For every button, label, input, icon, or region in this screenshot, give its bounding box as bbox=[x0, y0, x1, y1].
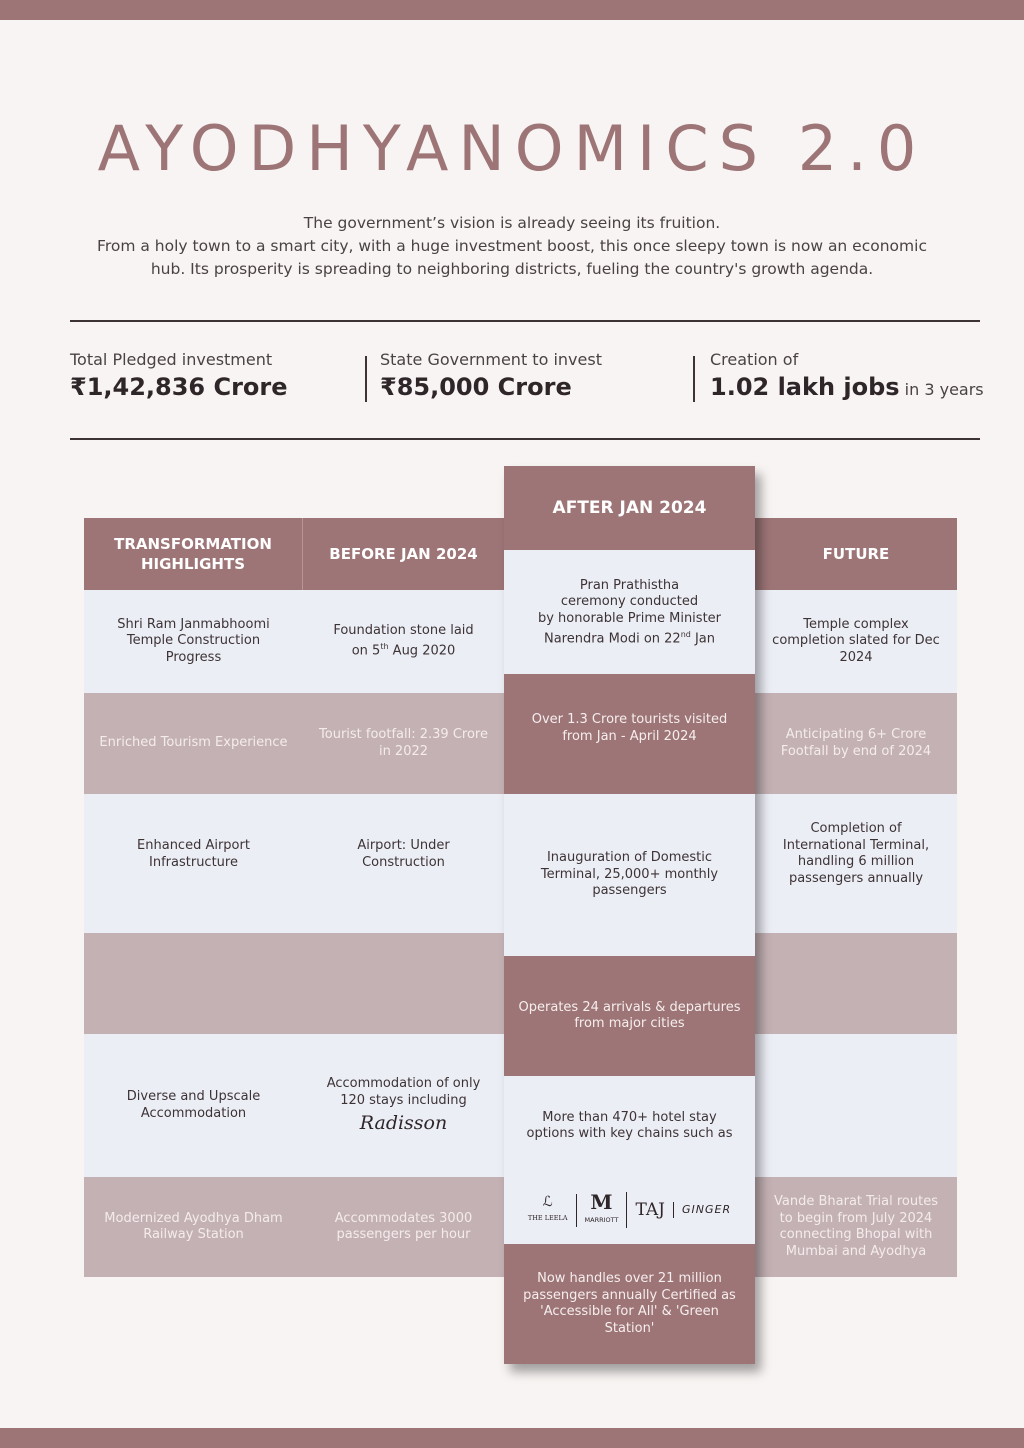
accommodation-before-text: Accommodation of only 120 stays including bbox=[326, 1076, 481, 1108]
railway-before: Accommodates 3000 passengers per hour bbox=[303, 1177, 504, 1277]
stat-value: 1.02 lakh jobs bbox=[710, 373, 900, 401]
taj-logo: TAJ bbox=[627, 1202, 674, 1219]
airport-after-operations: Operates 24 arrivals & departures from major cities bbox=[504, 956, 755, 1076]
divider-bottom bbox=[70, 438, 980, 440]
stat-value: ₹85,000 Crore bbox=[380, 373, 572, 401]
accommodation-before bbox=[303, 1034, 504, 1177]
stat-separator bbox=[365, 356, 367, 402]
airport-highlight: Enhanced Airport Infrastructure bbox=[84, 794, 303, 933]
temple-future: Temple complex completion slated for Dec 2024 bbox=[755, 590, 957, 693]
airport-future: Completion of International Terminal, handling 6 million passengers annually bbox=[755, 794, 957, 933]
tourism-highlight: Enriched Tourism Experience bbox=[84, 693, 303, 794]
airport-band-future bbox=[755, 933, 957, 1034]
railway-future: Vande Bharat Trial routes to begin from July 2024 connecting Bhopal with Mumbai and Ayodhya bbox=[755, 1177, 957, 1277]
leela-logo: ℒ THE LEELA bbox=[520, 1194, 577, 1227]
temple-after: Pran Prathistha ceremony conducted by honorable Prime Minister Narendra Modi on 22nd Jan bbox=[504, 550, 755, 674]
railway-after: Now handles over 21 million passengers annually Certified as 'Accessible for All' & 'Green Station' bbox=[504, 1244, 755, 1364]
after-column bbox=[504, 466, 755, 1364]
airport-band bbox=[84, 933, 504, 1034]
stat-jobs bbox=[710, 350, 984, 401]
stat-label: Total Pledged investment bbox=[70, 350, 273, 369]
radisson-logo: Radisson bbox=[359, 1112, 448, 1134]
stat-value: ₹1,42,836 Crore bbox=[70, 373, 288, 401]
page-title: AYODHYANOMICS 2.0 bbox=[97, 112, 927, 185]
divider-top bbox=[70, 320, 980, 322]
marriott-logo: M MARRIOTT bbox=[577, 1192, 628, 1229]
railway-highlight: Modernized Ayodhya Dham Railway Station bbox=[84, 1177, 303, 1277]
stat-label: Creation of bbox=[710, 350, 799, 369]
tourism-after: Over 1.3 Crore tourists visited from Jan - April 2024 bbox=[504, 674, 755, 794]
airport-before: Airport: Under Construction bbox=[303, 794, 504, 933]
stat-label: State Government to invest bbox=[380, 350, 602, 369]
bottom-bar bbox=[0, 1428, 1024, 1448]
page-subtitle bbox=[80, 212, 944, 281]
subtitle-line-2: From a holy town to a smart city, with a huge investment boost, this once sleepy town is now an economic hub. Its prosperity is spreading to neighboring districts, fueling the country's growth agenda. bbox=[97, 237, 927, 278]
tourism-before: Tourist footfall: 2.39 Crore in 2022 bbox=[303, 693, 504, 794]
accommodation-future bbox=[755, 1034, 957, 1177]
header-future: FUTURE bbox=[755, 518, 957, 590]
header-before: BEFORE JAN 2024 bbox=[303, 518, 504, 590]
stat-pledged bbox=[70, 350, 288, 401]
stat-state-gov bbox=[380, 350, 602, 401]
top-bar bbox=[0, 0, 1024, 20]
airport-after: Inauguration of Domestic Terminal, 25,000+ monthly passengers bbox=[504, 794, 755, 956]
tourism-future: Anticipating 6+ Crore Footfall by end of 2024 bbox=[755, 693, 957, 794]
stat-suffix: in 3 years bbox=[899, 380, 984, 399]
hotel-logos bbox=[504, 1176, 755, 1244]
subtitle-line-1: The government’s vision is already seeing its fruition. bbox=[303, 214, 721, 232]
temple-before: Foundation stone laid on 5th Aug 2020 bbox=[303, 590, 504, 693]
ginger-logo: GINGER bbox=[681, 1202, 732, 1216]
temple-highlight: Shri Ram Janmabhoomi Temple Construction Progress bbox=[84, 590, 303, 693]
accommodation-after: More than 470+ hotel stay options with key chains such as bbox=[504, 1076, 755, 1176]
header-highlights: TRANSFORMATION HIGHLIGHTS bbox=[84, 518, 302, 590]
header-after: AFTER JAN 2024 bbox=[504, 466, 755, 550]
accommodation-highlight: Diverse and Upscale Accommodation bbox=[84, 1034, 303, 1177]
stat-separator bbox=[693, 356, 695, 402]
